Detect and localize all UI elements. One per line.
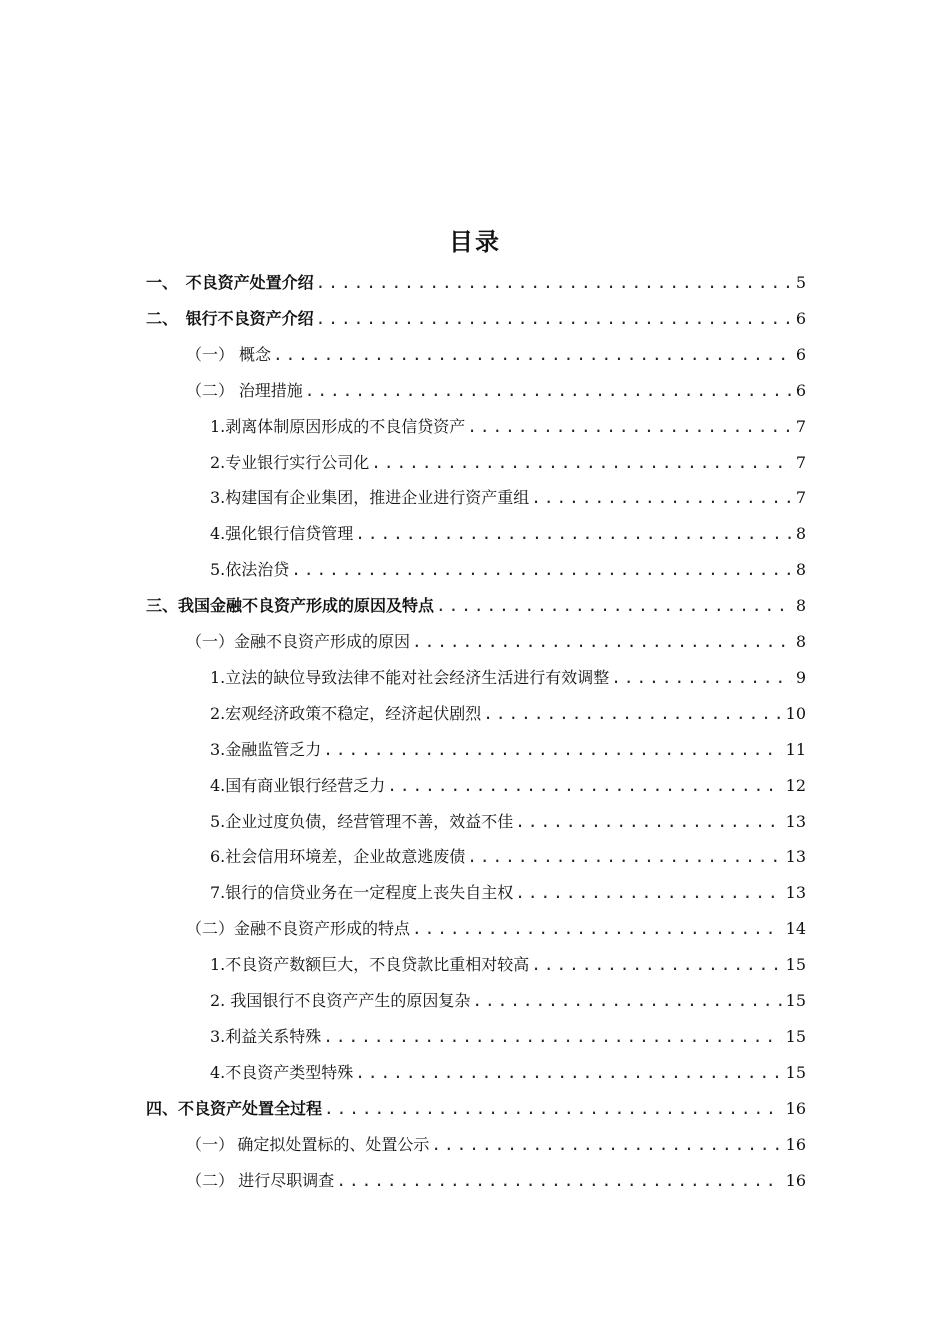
toc-entry-title: 7.银行的信贷业务在一定程度上丧失自主权 (210, 883, 514, 903)
toc-entry-page-number: 16 (785, 1134, 806, 1154)
toc-dot-leader (531, 488, 792, 507)
toc-entry-title: （一）金融不良资产形成的原因 (186, 632, 411, 651)
toc-dot-leader (291, 560, 792, 579)
toc-entry-title: 1.立法的缺位导致法律不能对社会经济生活进行有效调整 (210, 667, 610, 687)
toc-dot-leader (273, 345, 792, 364)
toc-entry[interactable] (210, 557, 806, 593)
toc-entry-title: 四、不良资产处置全过程 (146, 1098, 323, 1118)
toc-entry[interactable] (210, 952, 806, 988)
toc-entry[interactable] (210, 737, 806, 773)
toc-entry-title: 2.宏观经济政策不稳定，经济起伏剧烈 (210, 703, 482, 723)
toc-entry[interactable] (210, 809, 806, 845)
toc-dot-leader (305, 381, 792, 400)
toc-entry-number: （一） (186, 344, 235, 364)
toc-entry[interactable] (210, 450, 806, 486)
toc-entry-page-number: 5 (795, 273, 806, 292)
toc-entry-number: 二、 (146, 308, 179, 328)
toc-dot-leader (323, 1027, 781, 1046)
toc-entry-title: 5.依法治贷 (210, 560, 290, 580)
toc-entry-page-number: 13 (785, 811, 806, 831)
toc-entry-title: 2.专业银行实行公司化 (210, 452, 370, 472)
toc-entry-page-number: 7 (795, 488, 806, 508)
toc-entry-title: 不良资产处置介绍 (185, 273, 314, 292)
toc-dot-leader (515, 883, 781, 902)
toc-entry-page-number: 8 (795, 596, 806, 616)
toc-entry-title: 治理措施 (238, 380, 303, 400)
toc-dot-leader (371, 453, 792, 472)
toc-entry[interactable] (146, 270, 806, 306)
toc-entry-page-number: 14 (785, 919, 806, 939)
toc-dot-leader (324, 1099, 782, 1118)
toc-dot-leader (467, 847, 781, 866)
toc-entry-page-number: 15 (785, 955, 806, 975)
toc-entry-title: 概念 (239, 344, 272, 364)
toc-entry[interactable] (186, 1168, 806, 1204)
toc-dot-leader (323, 740, 781, 759)
toc-entry[interactable] (186, 378, 806, 414)
toc-entry[interactable] (146, 593, 806, 629)
toc-entry-title: 确定拟处置标的、处置公示 (237, 1134, 430, 1154)
toc-entry-page-number: 6 (795, 308, 806, 328)
toc-entry-number: 一、 (146, 273, 179, 292)
toc-entry-page-number: 16 (785, 1170, 806, 1190)
toc-entry[interactable] (210, 880, 806, 916)
toc-entry-title: 3.金融监管乏力 (210, 739, 322, 759)
toc-entry-page-number: 12 (785, 775, 806, 795)
toc-entry[interactable] (210, 773, 806, 809)
toc-entry[interactable] (186, 629, 806, 665)
toc-entry[interactable] (210, 521, 806, 557)
toc-entry-page-number: 16 (785, 1098, 806, 1118)
toc-entry-page-number: 7 (795, 416, 806, 436)
toc-entry-number: （二） (186, 380, 235, 400)
toc-entry-title: 3.利益关系特殊 (210, 1026, 322, 1046)
toc-entry-title: 银行不良资产介绍 (185, 308, 314, 328)
toc-dot-leader (431, 1135, 781, 1154)
toc-entry-title: 6.社会信用环境差，企业故意逃废债 (210, 847, 466, 867)
toc-entry-page-number: 6 (795, 380, 806, 400)
toc-dot-leader (515, 812, 781, 831)
toc-dot-leader (611, 668, 792, 687)
toc-entry-page-number: 8 (795, 524, 806, 544)
toc-entry-page-number: 15 (785, 991, 806, 1010)
toc-entry-page-number: 15 (785, 1026, 806, 1046)
toc-entry-page-number: 6 (795, 344, 806, 364)
toc-entry-title: 2. 我国银行不良资产产生的原因复杂 (210, 991, 471, 1010)
toc-dot-leader (472, 991, 781, 1010)
toc-entry-title: 4.强化银行信贷管理 (210, 524, 354, 544)
toc-entry-page-number: 7 (795, 452, 806, 472)
toc-entry[interactable] (210, 844, 806, 880)
toc-entry-title: 进行尽职调查 (238, 1170, 335, 1190)
toc-entry-page-number: 13 (785, 883, 806, 903)
page-title: 目录 (449, 228, 501, 256)
toc-entry-title: 5.企业过度负债，经营管理不善，效益不佳 (210, 811, 514, 831)
toc-entry[interactable] (210, 1024, 806, 1060)
toc-entry-page-number: 10 (785, 703, 806, 723)
toc-dot-leader (531, 955, 781, 974)
toc-entry[interactable] (210, 701, 806, 737)
toc-entry-title: 3.构建国有企业集团，推进企业进行资产重组 (210, 488, 530, 508)
toc-entry[interactable] (186, 342, 806, 378)
toc-entry[interactable] (186, 1132, 806, 1168)
toc-dot-leader (467, 417, 792, 436)
toc-entry[interactable] (186, 916, 806, 952)
toc-dot-leader (483, 704, 781, 723)
toc-dot-leader (316, 273, 792, 292)
toc-entry-page-number: 11 (785, 739, 806, 759)
toc-entry-title: （二）金融不良资产形成的特点 (186, 919, 411, 939)
toc-entry-number: （二） (186, 1170, 235, 1190)
toc-dot-leader (436, 596, 792, 615)
toc-dot-leader (316, 309, 792, 328)
toc-entry[interactable] (210, 1060, 806, 1096)
toc-entry-page-number: 13 (785, 847, 806, 867)
toc-dot-leader (336, 1171, 781, 1190)
toc-dot-leader (412, 632, 792, 651)
toc-entry[interactable] (146, 1096, 806, 1132)
toc-dot-leader (412, 919, 782, 938)
toc-entry-title: 4.国有商业银行经营乏力 (210, 775, 386, 795)
toc-dot-leader (355, 524, 792, 543)
toc-entry-page-number: 9 (795, 667, 806, 687)
toc-entry[interactable] (210, 665, 806, 701)
toc-entry-page-number: 8 (795, 560, 806, 580)
toc-entry-page-number: 8 (795, 632, 806, 651)
toc-dot-leader (387, 776, 781, 795)
toc-entry-title: 1.剥离体制原因形成的不良信贷资产 (210, 416, 466, 436)
toc-entry-title: 三、我国金融不良资产形成的原因及特点 (146, 596, 435, 616)
toc-entry-title: 4.不良资产类型特殊 (210, 1062, 354, 1082)
toc-entry-page-number: 15 (785, 1062, 806, 1082)
toc-entry-title: 1.不良资产数额巨大，不良贷款比重相对较高 (210, 955, 530, 975)
toc-entry[interactable] (210, 485, 806, 521)
toc-entry[interactable] (146, 306, 806, 342)
toc-entry-number: （一） (186, 1134, 235, 1154)
toc-entry[interactable] (210, 414, 806, 450)
toc-entry[interactable] (210, 988, 806, 1024)
toc-dot-leader (355, 1063, 781, 1082)
